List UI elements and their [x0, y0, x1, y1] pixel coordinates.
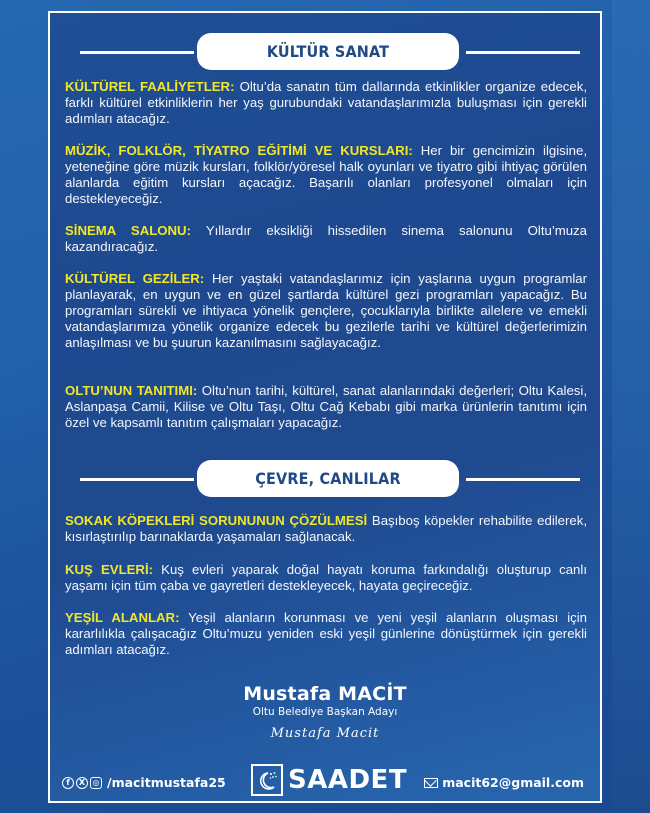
item-label: YEŞİL ALANLAR:: [65, 610, 180, 625]
item-yesil-alanlar: [65, 610, 587, 658]
facebook-icon[interactable]: f: [62, 777, 74, 789]
item-kulturel-faaliyetler: [65, 79, 587, 127]
party-logo: [251, 764, 407, 796]
item-oltunun-tanitimi: [65, 383, 587, 431]
item-label: MÜZİK, FOLKLÖR, TİYATRO EĞİTİMİ VE KURSLARI:: [65, 143, 413, 158]
item-text: Yıllardır eksikliği hissedilen sinema salonunu Oltu’muza kazandıracağız.: [65, 223, 587, 254]
item-label: KÜLTÜREL FAALİYETLER:: [65, 79, 235, 94]
footer: [50, 761, 600, 801]
x-icon[interactable]: X: [76, 777, 88, 789]
email-contact[interactable]: [424, 775, 584, 790]
section-title: ÇEVRE, CANLILAR: [197, 460, 459, 497]
social-links[interactable]: [62, 775, 226, 790]
envelope-icon: [424, 778, 438, 788]
content-frame: [48, 11, 602, 803]
item-text: Her bir gencimizin ilgisine, yeteneğine göre müzik kursları, folklör/yöresel halk oyunları ve tiyatro gibi ihtiyaç görülen alanlarda eğitim kursları açacağız. Başarılı olanları profesyonel olmaları için destekleyeceğiz.: [65, 143, 588, 206]
item-label: KUŞ EVLERİ:: [65, 562, 154, 577]
item-sinema-salonu: [65, 223, 587, 255]
signature: Mustafa Macit: [270, 726, 380, 741]
divider-line: [80, 51, 194, 54]
item-kus-evleri: [65, 562, 587, 594]
social-handle[interactable]: /macitmustafa25: [107, 775, 226, 790]
item-kulturel-geziler: [65, 271, 587, 351]
item-text: Her yaştaki vatandaşlarımız için yaşlarına uygun programlar planlayarak, en uygun ve en güzel şartlarda kültürel gezi programları yapacağız. Bu programları sürekli ve ihtiyaca yönelik gençlere, çocuklarıyla birlikte ailelere ve emekli vatandaşlarımıza yönelik organize edecek bu gezilerle tarihi ve kültürel değerlerimizin anlaşılması ve bu şuurun kazanılmasını sağlayacağız.: [65, 271, 588, 350]
section-header-kultur-sanat: [50, 33, 600, 71]
party-name: SAADET: [288, 765, 408, 795]
email-address[interactable]: macit62@gmail.com: [442, 775, 584, 790]
candidate-name: Mustafa MACİT: [243, 683, 407, 705]
item-text: Oltu’nun tarihi, kültürel, sanat alanlarındaki değerleri; Oltu Kalesi, Aslanpaşa Camii, Kilise ve Oltu Taşı, Oltu Cağ Kebabı gibi marka ürünlerin tanıtımı için özel ve kapsamlı tanıtım çalışmaları yapacağız.: [65, 383, 587, 430]
divider-line: [80, 478, 194, 481]
divider-line: [466, 478, 580, 481]
candidate-title: Oltu Belediye Başkan Adayı: [252, 706, 398, 718]
item-label: OLTU’NUN TANITIMI:: [65, 383, 198, 398]
item-text: Kuş evleri yaparak doğal hayatı koruma farkındalığı oluşturup canlı yaşamı için tüm çaba ve gayretleri destekleyecek, hayata geçireceğiz.: [65, 562, 587, 593]
section-header-cevre-canlilar: [50, 460, 600, 498]
background-strip: [612, 0, 650, 813]
section-title: KÜLTÜR SANAT: [197, 33, 459, 70]
instagram-icon[interactable]: ◎: [90, 777, 102, 789]
item-label: KÜLTÜREL GEZİLER:: [65, 271, 205, 286]
item-text: Yeşil alanların korunması ve yeni yeşil alanların oluşması için kararlılıkla çalışacağız Oltu’muzu yeniden eski yeşil günlerine dönüştürmek için gerekli adımları atacağız.: [65, 610, 588, 657]
item-sokak-kopekleri: [65, 513, 587, 545]
item-muzik-folklor: [65, 143, 587, 207]
candidate-block: [50, 683, 600, 741]
divider-line: [466, 51, 580, 54]
item-text: Başıboş köpekler rehabilite edilerek, kısırlaştırılıp barınaklarda yaşamaları sağlanacak.: [65, 513, 587, 544]
crescent-star-icon: [251, 764, 283, 796]
item-text: Oltu’da sanatın tüm dallarında etkinlikler organize edecek, farklı kültürel etkinliklerin her yaş gurubundaki vatandaşlarımızla buluşması için gerekli adımları atacağız.: [65, 79, 587, 126]
item-label: SİNEMA SALONU:: [65, 223, 191, 238]
item-label: SOKAK KÖPEKLERİ SORUNUNUN ÇÖZÜLMESİ: [65, 513, 368, 528]
